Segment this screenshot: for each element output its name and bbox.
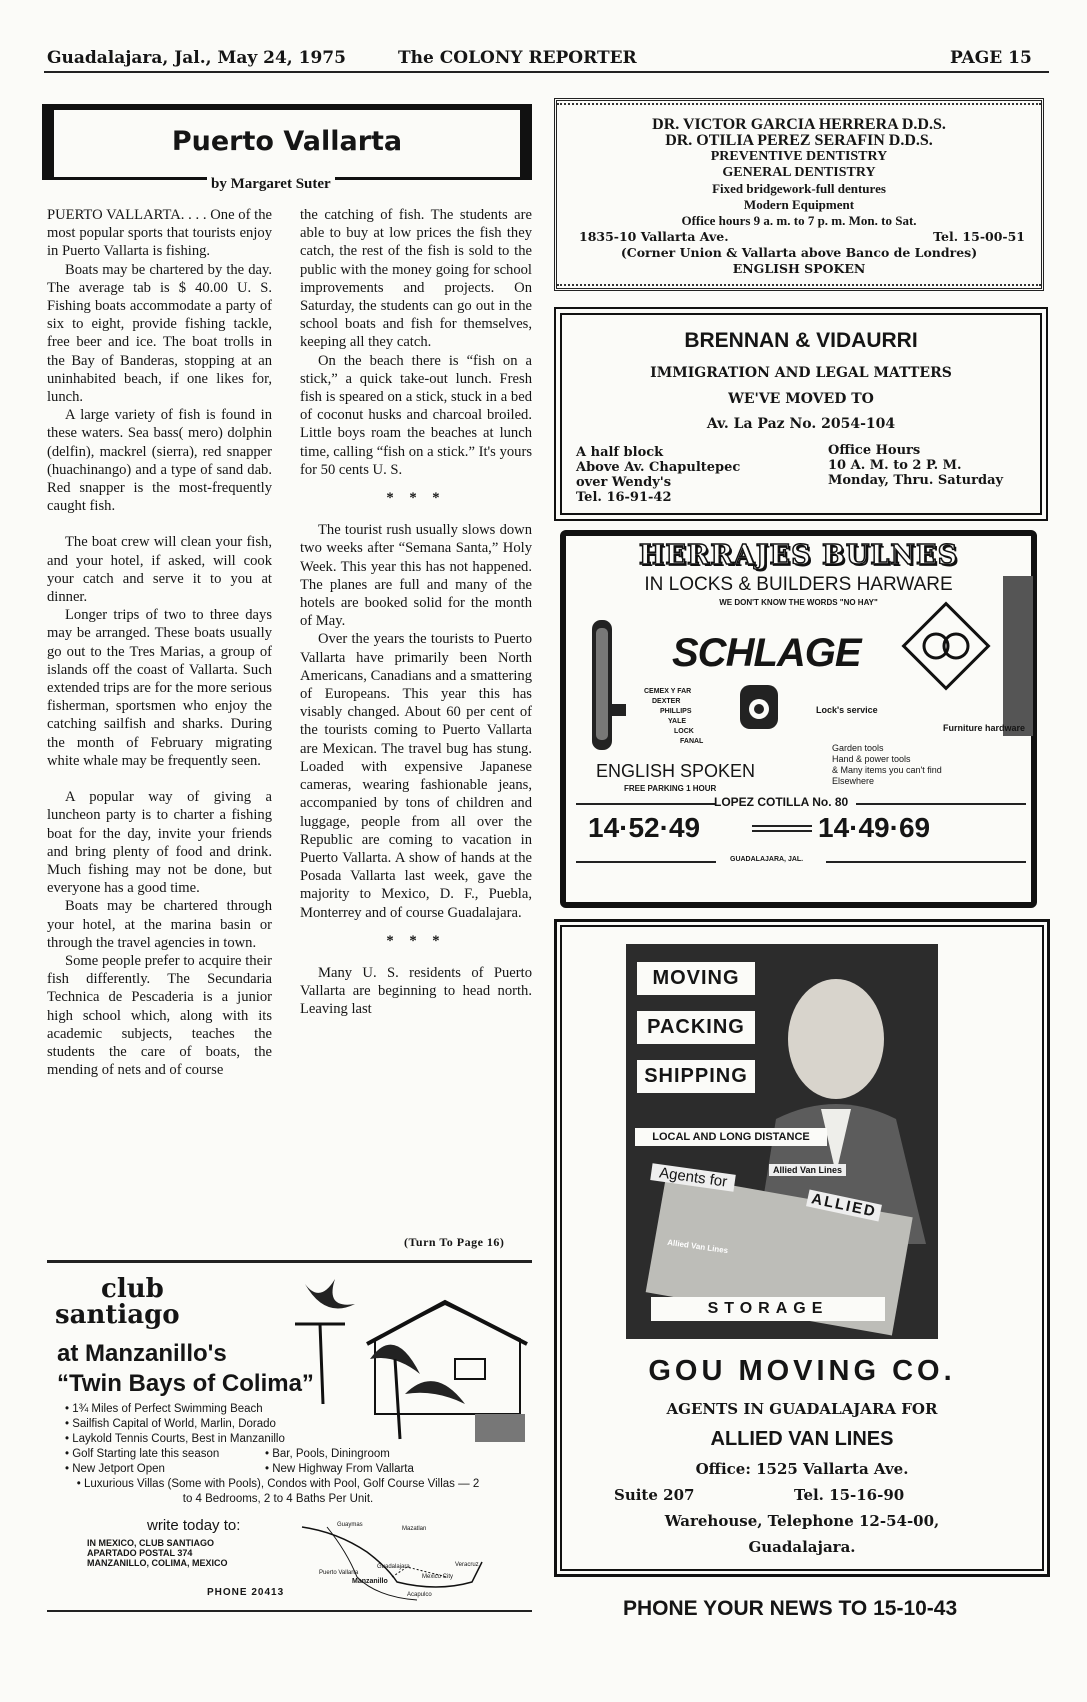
doctor-name: DR. OTILIA PEREZ SERAFIN D.D.S. [665,132,933,149]
office-hours: Office hours 9 a. m. to 7 p. m. Mon. to Sat. [681,213,917,228]
map-label: Veracruz [455,1562,479,1568]
gou-moving-ad [554,919,1050,1577]
paragraph: Boats may be chartered through your hotel, at the marina basin or through the travel agencies in town. [47,898,272,951]
store-city: GUADALAJARA, JAL. [730,856,804,863]
phone-news: PHONE YOUR NEWS TO 15-10-43 [623,1597,958,1620]
map-label: Guadalajara [377,1564,410,1570]
article-title: Puerto Vallarta [171,126,403,157]
lock-knob-icon [896,596,996,696]
map-label: Manzanillo [352,1578,388,1585]
service: GENERAL DENTISTRY [722,165,876,180]
section-separator: * * * [386,932,446,949]
feature-item: • Laykold Tennis Courts, Best in Manzanillo [65,1433,285,1445]
header-rule [44,71,1049,73]
store-subtitle: IN LOCKS & BUILDERS HARWARE [644,574,953,595]
page-number: PAGE 15 [950,48,1032,68]
moved-notice: WE'VE MOVED TO [728,391,874,407]
paragraph: the catching of fish. The students are able to buy at low prices the fish they catch, the rest of the fish is sold to the public with the money going for school improvements and projects. On Saturday, the students can go out in the school boats and fish for themselves, keeping all they catch. [300,207,532,351]
phone: Tel. 15-00-51 [933,229,1025,244]
tools-line: & Many items you can't find [832,765,942,775]
ad-top-rule [47,1260,532,1263]
brand-name: DEXTER [652,698,681,705]
brand-name: YALE [668,718,687,725]
newspaper-name: The COLONY REPORTER [398,48,637,68]
address-line: APARTADO POSTAL 374 [87,1548,193,1558]
distance-label: LOCAL AND LONG DISTANCE [635,1128,827,1146]
paragraph: Over the years the tourists to Puerto Vallarta have primarily been North Americans, Canadians and a smattering of Europeans. This year this has visably changed. About 60 per cent of the tourists coming to Puerto Vallarta are Mexican. The travel bug has stung. Loaded with expensive Japanese cameras, wearing fashionable jeans, accompanied by tons of children and luggage, people from all over the Republic are coming to vacation in Puerto Vallarta. A show of hands at the Posada Vallarta last week, gave the majority to Mexico, D. F., Puebla, Monterrey and of course Guadalajara. [300,631,532,921]
paragraph: A large variety of fish is found in these waters. Sea bass( mero) dolphin (delfin), mackrel (sierra), red snapper (huachinango) and a type of sand dab. Red snapper is the most-frequently caught fish. [47,407,272,515]
map-label: Acapulco [407,1592,432,1598]
office-address: Office: 1525 Vallarta Ave. [695,1460,909,1478]
tools-line: Garden tools [832,743,884,753]
suite: Suite 207 [614,1486,695,1504]
direction-line: over Wendy's [576,475,672,490]
map-label: Mexico City [422,1574,454,1580]
service: Modern Equipment [743,197,855,212]
club-name: club [101,1274,164,1304]
feature-item: • New Jetport Open • New Highway From Vallarta [65,1463,414,1475]
direction-line: A half block [576,445,664,460]
hours-line: Office Hours [828,443,921,458]
decorative-bar [1003,576,1033,736]
storage-label: STORAGE [651,1297,885,1321]
company-name: GOU MOVING CO. [648,1355,956,1387]
phone: Tel. 15-16-90 [794,1486,905,1504]
herrajes-ad [560,530,1037,908]
ad-bottom-rule [47,1610,532,1612]
service: Fixed bridgework-full dentures [712,181,886,196]
feature-item: • 1¾ Miles of Perfect Swimming Beach [65,1403,263,1415]
paragraph: A popular way of giving a luncheon party is to charter a fishing boat for the day, invite your friends and bring plenty of food and drink. Much fishing may not be done, but everyone has a good time. [47,789,272,897]
brand-name: FANAL [680,738,704,745]
brand-name: LOCK [674,728,694,735]
service-label: SHIPPING [637,1060,755,1093]
paragraph: The tourist rush usually slows down two weeks after “Semana Santa,” Holy Week. This year this has not happened. The planes are full and many of the hotels are booked solid for the month of May. [300,522,532,630]
continued-notice: (Turn To Page 16) [404,1235,505,1249]
free-parking: FREE PARKING 1 HOUR [624,784,717,793]
brand-name: PHILLIPS [660,708,692,715]
article-title-box [42,104,532,180]
allied-van-lines: ALLIED VAN LINES [710,1428,894,1450]
feature-item: • Golf Starting late this season • Bar, Pools, Diningroom [65,1448,390,1460]
phone-1: 14·52·49 [588,812,701,843]
paragraph: Some people prefer to acquire their fish differently. The Secundaria Technica de Pescaderia is a junior high school which, along with its academic subjects, teaches the students the care of boats, the mending of nets and of course [47,952,272,1079]
write-label: write today to: [147,1517,241,1534]
english-spoken: ENGLISH SPOKEN [596,761,756,781]
firm-subtitle: IMMIGRATION AND LEGAL MATTERS [650,365,952,381]
service-label: PACKING [637,1011,755,1044]
van-lines-truck-text: Allied Van Lines [666,1237,729,1256]
dateline: Guadalajara, Jal., May 24, 1975 [47,48,346,68]
locks-service: Lock's service [816,705,878,715]
map-label: Puerto Vallarta [319,1570,359,1576]
warehouse: Warehouse, Telephone 12-54-00, [664,1512,940,1530]
service-label: MOVING [637,962,755,995]
brand-list [644,687,703,747]
feature-item: • Sailfish Capital of World, Marlin, Dorado [65,1418,276,1430]
headline: at Manzanillo's [57,1340,227,1367]
door-handle-icon [578,614,628,764]
article-column-2 [300,206,532,1019]
store-name: HERRAJES BULNES [638,540,959,571]
headline: “Twin Bays of Colima” [57,1370,314,1397]
phone-2: 14·49·69 [818,812,931,843]
section-separator: * * * [386,490,446,507]
brand-name: CEMEX Y FAR [644,688,692,695]
agents-line: AGENTS IN GUADALAJARA FOR [666,1400,938,1418]
mailing-address [87,1538,228,1568]
hours-line: 10 A. M. to 2 P. M. [828,458,962,473]
direction-line: Above Av. Chapultepec [576,460,741,475]
agents-label: Agents for [650,1163,736,1192]
paragraph: Boats may be chartered by the day. The average tab is $ 40.00 U. S. Fishing boats accommodate a party of six to eight, provide fishing tackle, free beer and ice. The boat trolls in the Bay of Banderas, stopping at an uninhabited beach, if one likes for, lunch. [47,261,272,406]
brand-logo: SCHLAGE [672,631,861,675]
new-address: Av. La Paz No. 2054-104 [706,416,896,432]
service: PREVENTIVE DENTISTRY [710,149,888,164]
paragraph: On the beach there is “fish on a stick,” a quick take-out lunch. Fresh fish is speared on a stick, stuck in a bed of coconut husks and charcoal broiled. Little boys roam the beaches at lunch time, calling “fish on a stick.” It's yours for 50 cents U. S. [300,352,532,478]
language: ENGLISH SPOKEN [732,261,866,276]
club-santiago-ad [47,1264,532,1604]
feature-item: • Luxurious Villas (Some with Pools), Condos with Pool, Golf Course Villas — 2 to 4 Bedrooms, 2 to 4 Baths Per Unit. [76,1478,480,1505]
hours-line: Monday, Thru. Saturday [828,473,1004,488]
tools-line: Elsewhere [832,776,875,786]
tools-line: Hand & power tools [832,754,911,764]
byline: by Margaret Suter [207,176,335,193]
dentist-ad [554,98,1044,291]
furniture-hardware: Furniture hardware [942,723,1025,733]
paragraph: The boat crew will clean your fish, and your hotel, if asked, will cook your catch and serve it to you at dinner. [47,534,272,606]
paragraph: PUERTO VALLARTA. . . . One of the most popular sports that tourists enjoy in Puerto Vallarta is fishing. [47,207,272,260]
address-line: MANZANILLO, COLIMA, MEXICO [87,1558,228,1568]
tagline: WE DON'T KNOW THE WORDS "NO HAY" [719,598,878,607]
tools-list [832,743,942,787]
location: (Corner Union & Vallarta above Banco de Londres) [620,245,978,260]
brennan-ad [554,307,1048,521]
address: 1835-10 Vallarta Ave. [579,229,729,244]
features-list [65,1402,483,1507]
club-name: santiago [55,1300,180,1330]
firm-name: BRENNAN & VIDAURRI [684,329,918,352]
map-label: Mazatlan [402,1526,427,1532]
paragraph: Longer trips of two to three days may be arranged. These boats usually go out to the Tres Marias, a group of islands off the coast of Vallarta. Such extended trips are for the more serious fisherman, sportsmen who enjoy the catching sailfish and sharks. During the month of February migrating white whale may be frequently seen. [47,607,272,769]
address-line: IN MEXICO, CLUB SANTIAGO [87,1538,215,1548]
van-lines-sign: Allied Van Lines [769,1164,846,1176]
club-phone: PHONE 20413 [207,1587,285,1598]
paragraph: Many U. S. residents of Puerto Vallarta are beginning to head north. Leaving last [300,964,532,1018]
phone: Tel. 16-91-42 [576,490,672,505]
map-label: Guaymas [337,1522,363,1528]
allied-truck-sign: ALLIED [806,1189,882,1221]
doctor-name: DR. VICTOR GARCIA HERRERA D.D.S. [652,116,946,133]
store-address: LOPEZ COTILLA No. 80 [714,795,849,809]
article-column-1 [47,206,272,1079]
padlock-icon [736,683,782,733]
city: Guadalajara. [748,1538,856,1556]
